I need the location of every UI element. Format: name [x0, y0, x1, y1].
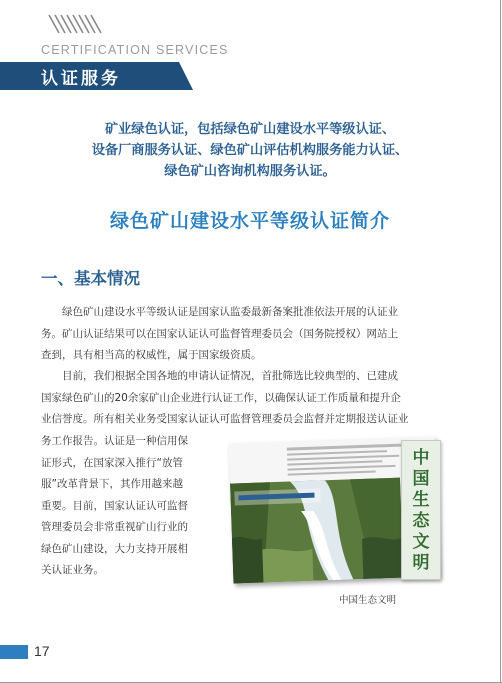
paragraph-2 [41, 366, 409, 431]
text-line: 绿色矿山建设水平等级认证是国家认监委最新备案批准依法开展的认证业 [41, 306, 398, 318]
text-line: 管理委员会非常重视矿山行业的 [41, 521, 188, 533]
section-heading: 一、基本情况 [41, 269, 140, 288]
paragraph-1 [41, 302, 398, 367]
text-line: 国家绿色矿山的20余家矿山企业进行认证工作，以确保认证工作质量和提升企 [41, 391, 401, 404]
image-caption: 中国生态文明 [339, 595, 397, 606]
text-line: 查到，具有相当高的权威性，属于国家级资质。 [41, 349, 262, 361]
text-line: 关认证业务。 [41, 564, 104, 576]
intro-line: 矿业绿色认证，包括绿色矿山建设水平等级认证、 [104, 122, 396, 137]
page-number-bar [0, 645, 28, 659]
text-line: 绿色矿山建设，大力支持开展相 [41, 542, 188, 555]
text-line: 目前，我们根据全国各地的申请认证情况，首批筛选比较典型的、已建成 [41, 370, 398, 382]
text-line: 务工作报告。认证是一种信用保 [41, 435, 188, 447]
text-line: 业信誉度。所有相关业务受国家认证认可监督管理委员会监督并定期报送认证业 [41, 413, 409, 425]
magazine-cover-title: 中国生态文明 [412, 448, 430, 573]
page-number: 17 [34, 643, 50, 659]
main-title: 绿色矿山建设水平等级认证简介 [109, 210, 390, 232]
paragraph-3 [41, 431, 188, 582]
intro-line: 绿色矿山咨询机构服务认证。 [164, 164, 336, 179]
text-line: 务。矿山认证结果可以在国家认证认可监督管理委员会（国务院授权）网站上 [41, 327, 398, 340]
intro-line: 设备厂商服务认证、绿色矿山评估机构服务能力认证、 [91, 143, 409, 158]
text-line: 服”改革背景下，其作用越来越 [41, 478, 183, 490]
section-label-en: CERTIFICATION SERVICES [41, 43, 229, 57]
hatch-decoration [47, 13, 107, 35]
text-line: 证形式，在国家深入推行“放管 [41, 456, 183, 469]
page-frame-right [500, 0, 501, 683]
section-title: 认证服务 [41, 69, 121, 89]
text-line: 重要。目前，国家认证认可监督 [41, 499, 188, 512]
intro-text [30, 119, 470, 182]
